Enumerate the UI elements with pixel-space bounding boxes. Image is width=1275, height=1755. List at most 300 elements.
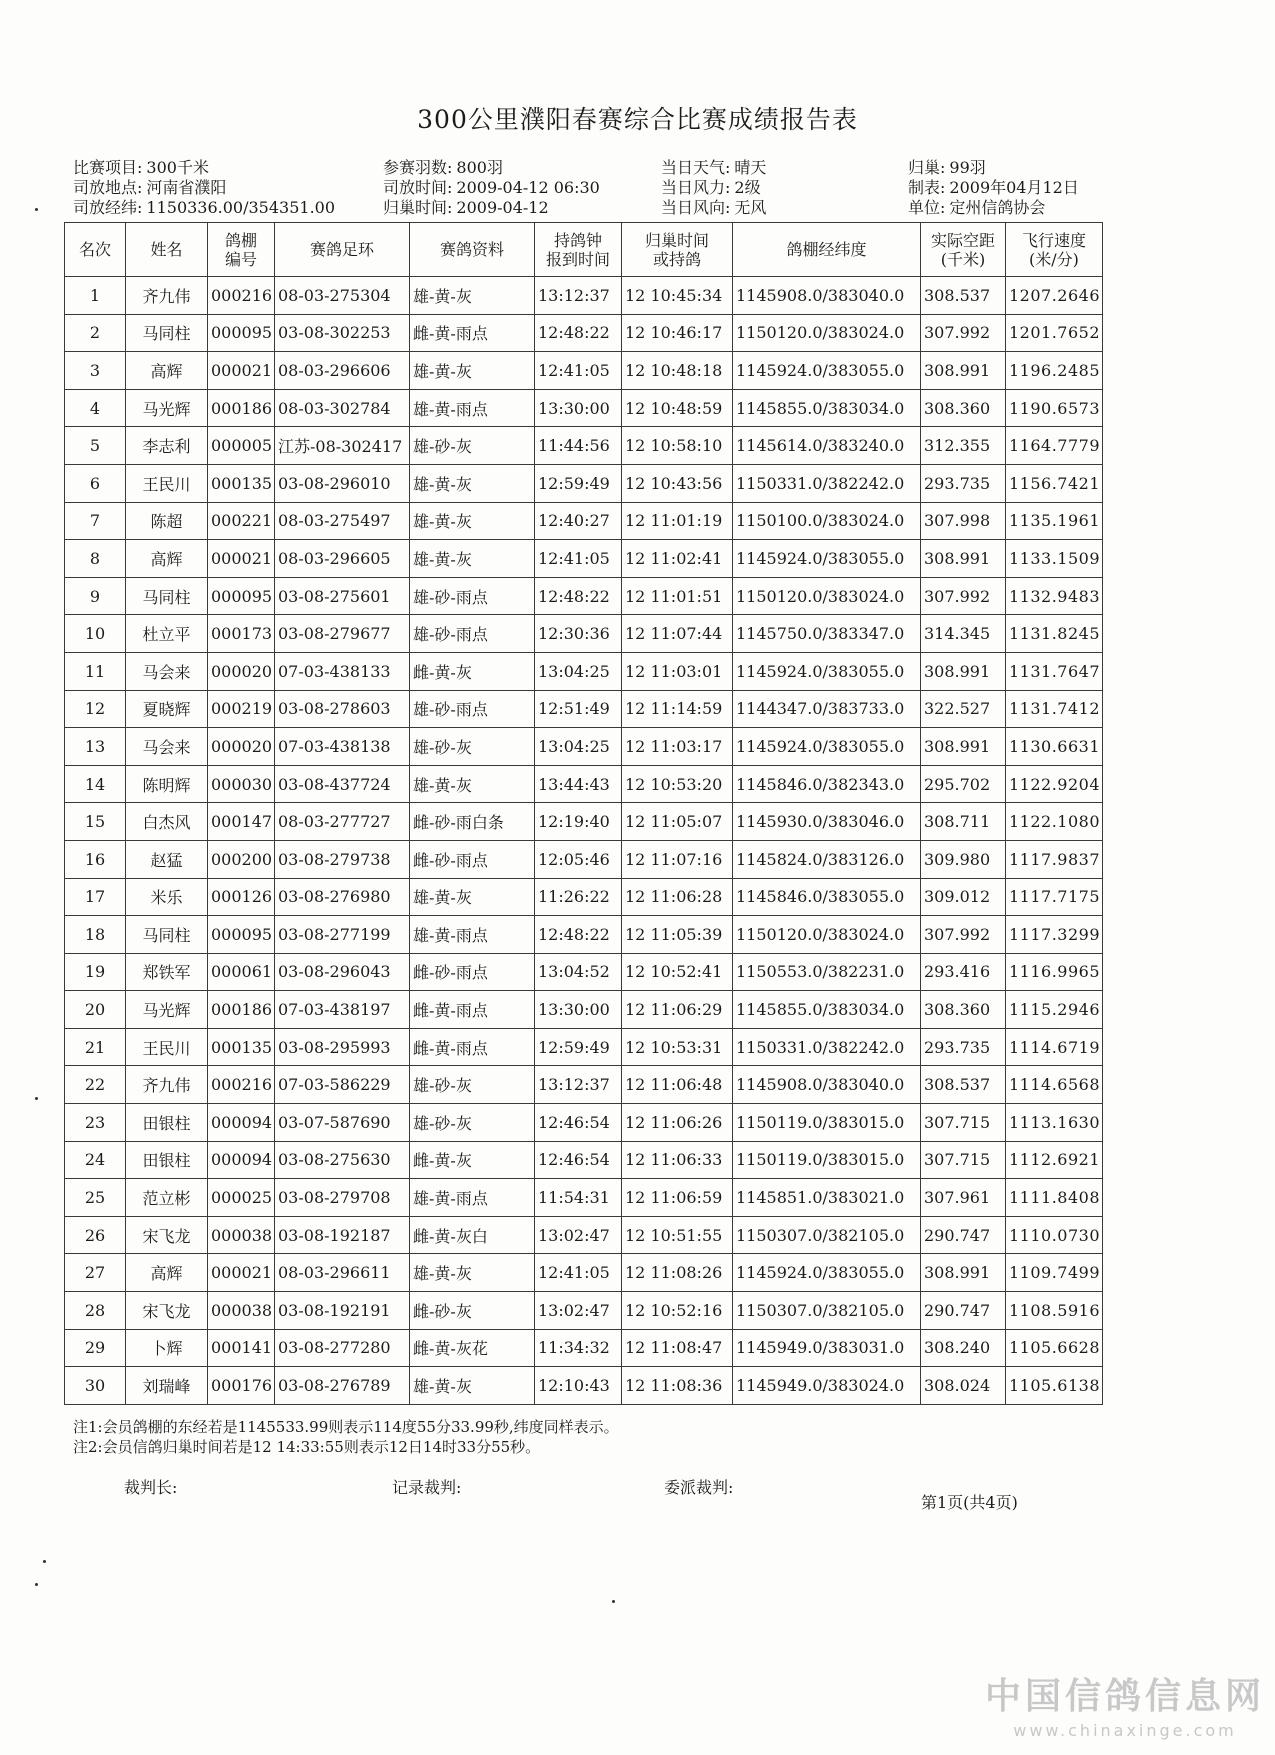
meta-value: 晴天	[734, 158, 767, 177]
cell-speed: 1130.6631	[1006, 728, 1103, 766]
meta-value: 2009-04-12 06:30	[456, 178, 600, 197]
cell-clock-time: 11:44:56	[535, 427, 622, 465]
cell-loft-id: 000200	[208, 840, 275, 878]
table-row	[65, 1179, 1103, 1217]
cell-coords: 1150120.0/383024.0	[733, 577, 921, 615]
cell-loft-id: 000021	[208, 540, 275, 578]
cell-speed: 1190.6573	[1006, 389, 1103, 427]
cell-clock-time: 12:05:46	[535, 840, 622, 878]
cell-ring: 03-08-277199	[275, 916, 410, 954]
cell-rank: 22	[65, 1066, 126, 1104]
cell-rank: 8	[65, 540, 126, 578]
cell-return-time: 12 10:43:56	[622, 464, 733, 502]
cell-rank: 21	[65, 1028, 126, 1066]
cell-speed: 1112.6921	[1006, 1141, 1103, 1179]
meta-label: 司放地点:	[73, 178, 143, 197]
cell-rank: 27	[65, 1254, 126, 1292]
meta-value: 2009-04-12	[456, 198, 549, 217]
watermark-text: 中国信鸽信息网	[985, 1676, 1266, 1717]
col-rank: 名次	[65, 223, 126, 277]
cell-return-time: 12 10:48:18	[622, 352, 733, 390]
cell-coords: 1150119.0/383015.0	[733, 1141, 921, 1179]
cell-distance: 308.991	[921, 540, 1006, 578]
cell-loft-id: 000005	[208, 427, 275, 465]
cell-rank: 11	[65, 652, 126, 690]
cell-clock-time: 12:41:05	[535, 352, 622, 390]
cell-rank: 9	[65, 577, 126, 615]
meta-unit	[908, 198, 1045, 218]
col-return-time: 归巢时间 或持鸽	[622, 223, 733, 277]
cell-loft-id: 000095	[208, 916, 275, 954]
cell-ring: 03-08-277280	[275, 1329, 410, 1367]
table-row	[65, 1254, 1103, 1292]
scan-speck	[35, 1583, 38, 1586]
cell-pigeon-info: 雄-黄-灰	[410, 352, 535, 390]
cell-distance: 290.747	[921, 1292, 1006, 1330]
cell-return-time: 12 11:01:19	[622, 502, 733, 540]
cell-distance: 307.715	[921, 1104, 1006, 1142]
cell-clock-time: 13:30:00	[535, 389, 622, 427]
cell-distance: 309.012	[921, 878, 1006, 916]
meta-value: 定州信鸽协会	[949, 198, 1046, 217]
cell-coords: 1150120.0/383024.0	[733, 314, 921, 352]
cell-coords: 1145846.0/382343.0	[733, 765, 921, 803]
table-row	[65, 1367, 1103, 1405]
results-table	[64, 222, 1103, 1405]
cell-return-time: 12 11:06:29	[622, 991, 733, 1029]
cell-loft-id: 000173	[208, 615, 275, 653]
cell-distance: 295.702	[921, 765, 1006, 803]
cell-loft-id: 000025	[208, 1179, 275, 1217]
cell-clock-time: 11:54:31	[535, 1179, 622, 1217]
cell-ring: 03-08-192191	[275, 1292, 410, 1330]
cell-distance: 308.240	[921, 1329, 1006, 1367]
meta-value: 800羽	[456, 158, 503, 177]
cell-speed: 1117.9837	[1006, 840, 1103, 878]
cell-loft-id: 000020	[208, 728, 275, 766]
cell-return-time: 12 11:14:59	[622, 690, 733, 728]
cell-ring: 08-03-277727	[275, 803, 410, 841]
cell-pigeon-info: 雌-黄-灰白	[410, 1216, 535, 1254]
cell-return-time: 12 11:06:33	[622, 1141, 733, 1179]
cell-ring: 03-08-275630	[275, 1141, 410, 1179]
cell-loft-id: 000186	[208, 991, 275, 1029]
cell-pigeon-info: 雌-黄-灰	[410, 652, 535, 690]
table-row	[65, 502, 1103, 540]
cell-speed: 1156.7421	[1006, 464, 1103, 502]
cell-ring: 03-07-587690	[275, 1104, 410, 1142]
cell-return-time: 12 10:46:17	[622, 314, 733, 352]
meta-race-item	[73, 158, 209, 178]
cell-rank: 28	[65, 1292, 126, 1330]
cell-rank: 4	[65, 389, 126, 427]
cell-return-time: 12 11:08:47	[622, 1329, 733, 1367]
cell-return-time: 12 10:58:10	[622, 427, 733, 465]
cell-return-time: 12 11:05:39	[622, 916, 733, 954]
cell-return-time: 12 11:07:44	[622, 615, 733, 653]
cell-speed: 1133.1509	[1006, 540, 1103, 578]
cell-return-time: 12 11:02:41	[622, 540, 733, 578]
table-row	[65, 389, 1103, 427]
cell-return-time: 12 10:53:20	[622, 765, 733, 803]
table-row	[65, 540, 1103, 578]
cell-name: 宋飞龙	[126, 1216, 208, 1254]
table-row	[65, 690, 1103, 728]
cell-distance: 308.024	[921, 1367, 1006, 1405]
cell-ring: 08-03-275497	[275, 502, 410, 540]
meta-label: 制表:	[908, 178, 946, 197]
meta-label: 归巢:	[908, 158, 946, 177]
meta-label: 当日风力:	[661, 178, 731, 197]
cell-loft-id: 000094	[208, 1104, 275, 1142]
cell-coords: 1150553.0/382231.0	[733, 953, 921, 991]
cell-loft-id: 000176	[208, 1367, 275, 1405]
meta-returned	[908, 158, 986, 178]
table-row	[65, 916, 1103, 954]
cell-clock-time: 12:59:49	[535, 1028, 622, 1066]
cell-distance: 308.991	[921, 728, 1006, 766]
cell-clock-time: 12:40:27	[535, 502, 622, 540]
table-row	[65, 1141, 1103, 1179]
cell-clock-time: 13:30:00	[535, 991, 622, 1029]
cell-loft-id: 000219	[208, 690, 275, 728]
cell-rank: 19	[65, 953, 126, 991]
cell-distance: 307.992	[921, 314, 1006, 352]
cell-return-time: 12 11:07:16	[622, 840, 733, 878]
cell-clock-time: 12:41:05	[535, 1254, 622, 1292]
cell-distance: 308.360	[921, 389, 1006, 427]
cell-ring: 08-03-302784	[275, 389, 410, 427]
cell-clock-time: 12:19:40	[535, 803, 622, 841]
cell-return-time: 12 10:51:55	[622, 1216, 733, 1254]
cell-distance: 308.991	[921, 352, 1006, 390]
meta-label: 当日天气:	[661, 158, 731, 177]
cell-pigeon-info: 雄-黄-灰	[410, 277, 535, 315]
meta-value: 无风	[734, 198, 767, 217]
cell-speed: 1111.8408	[1006, 1179, 1103, 1217]
cell-pigeon-info: 雄-砂-雨点	[410, 577, 535, 615]
cell-speed: 1109.7499	[1006, 1254, 1103, 1292]
cell-speed: 1132.9483	[1006, 577, 1103, 615]
cell-name: 马同柱	[126, 577, 208, 615]
col-coords: 鸽棚经纬度	[733, 223, 921, 277]
cell-speed: 1131.8245	[1006, 615, 1103, 653]
cell-loft-id: 000216	[208, 277, 275, 315]
cell-speed: 1105.6628	[1006, 1329, 1103, 1367]
cell-distance: 293.416	[921, 953, 1006, 991]
cell-coords: 1150119.0/383015.0	[733, 1104, 921, 1142]
cell-pigeon-info: 雌-砂-雨点	[410, 953, 535, 991]
cell-ring: 08-03-296606	[275, 352, 410, 390]
cell-coords: 1145930.0/383046.0	[733, 803, 921, 841]
meta-label: 比赛项目:	[73, 158, 143, 177]
cell-rank: 15	[65, 803, 126, 841]
col-loft-id: 鸽棚 编号	[208, 223, 275, 277]
cell-coords: 1145908.0/383040.0	[733, 1066, 921, 1104]
table-row	[65, 652, 1103, 690]
cell-name: 陈明辉	[126, 765, 208, 803]
cell-loft-id: 000021	[208, 1254, 275, 1292]
cell-return-time: 12 11:03:01	[622, 652, 733, 690]
cell-name: 郑铁军	[126, 953, 208, 991]
table-row	[65, 1066, 1103, 1104]
cell-return-time: 12 11:03:17	[622, 728, 733, 766]
cell-name: 卜辉	[126, 1329, 208, 1367]
cell-rank: 18	[65, 916, 126, 954]
table-row	[65, 615, 1103, 653]
table-row	[65, 1292, 1103, 1330]
cell-pigeon-info: 雄-黄-灰	[410, 878, 535, 916]
cell-loft-id: 000020	[208, 652, 275, 690]
cell-clock-time: 12:10:43	[535, 1367, 622, 1405]
cell-coords: 1145949.0/383024.0	[733, 1367, 921, 1405]
cell-coords: 1145824.0/383126.0	[733, 840, 921, 878]
cell-name: 宋飞龙	[126, 1292, 208, 1330]
cell-pigeon-info: 雌-黄-雨点	[410, 1028, 535, 1066]
cell-name: 杜立平	[126, 615, 208, 653]
cell-loft-id: 000095	[208, 314, 275, 352]
cell-speed: 1108.5916	[1006, 1292, 1103, 1330]
cell-rank: 6	[65, 464, 126, 502]
cell-clock-time: 13:12:37	[535, 277, 622, 315]
cell-clock-time: 12:30:36	[535, 615, 622, 653]
cell-pigeon-info: 雌-黄-灰	[410, 1141, 535, 1179]
cell-rank: 25	[65, 1179, 126, 1217]
cell-return-time: 12 10:53:31	[622, 1028, 733, 1066]
cell-coords: 1145924.0/383055.0	[733, 352, 921, 390]
cell-rank: 20	[65, 991, 126, 1029]
table-row	[65, 840, 1103, 878]
cell-clock-time: 13:04:25	[535, 652, 622, 690]
cell-coords: 1145924.0/383055.0	[733, 1254, 921, 1292]
cell-clock-time: 13:02:47	[535, 1292, 622, 1330]
cell-loft-id: 000021	[208, 352, 275, 390]
cell-ring: 07-03-586229	[275, 1066, 410, 1104]
cell-pigeon-info: 雌-黄-灰花	[410, 1329, 535, 1367]
cell-ring: 03-08-279708	[275, 1179, 410, 1217]
cell-ring: 08-03-275304	[275, 277, 410, 315]
cell-name: 马会来	[126, 728, 208, 766]
meta-value: 300千米	[146, 158, 209, 177]
cell-ring: 03-08-192187	[275, 1216, 410, 1254]
cell-return-time: 12 11:06:26	[622, 1104, 733, 1142]
meta-release-time	[383, 178, 600, 198]
cell-rank: 2	[65, 314, 126, 352]
cell-clock-time: 12:41:05	[535, 540, 622, 578]
cell-name: 田银柱	[126, 1104, 208, 1142]
table-row	[65, 427, 1103, 465]
cell-ring: 07-03-438138	[275, 728, 410, 766]
cell-clock-time: 12:48:22	[535, 916, 622, 954]
cell-return-time: 12 11:06:28	[622, 878, 733, 916]
col-speed: 飞行速度 (米/分)	[1006, 223, 1103, 277]
cell-speed: 1164.7779	[1006, 427, 1103, 465]
cell-distance: 308.537	[921, 1066, 1006, 1104]
cell-ring: 03-08-296043	[275, 953, 410, 991]
cell-distance: 293.735	[921, 464, 1006, 502]
cell-coords: 1150307.0/382105.0	[733, 1216, 921, 1254]
cell-coords: 1145908.0/383040.0	[733, 277, 921, 315]
cell-name: 高辉	[126, 352, 208, 390]
cell-name: 齐九伟	[126, 1066, 208, 1104]
cell-name: 陈超	[126, 502, 208, 540]
table-row	[65, 991, 1103, 1029]
cell-ring: 07-03-438197	[275, 991, 410, 1029]
cell-distance: 309.980	[921, 840, 1006, 878]
meta-label: 司放经纬:	[73, 198, 143, 217]
cell-speed: 1114.6719	[1006, 1028, 1103, 1066]
cell-coords: 1145851.0/383021.0	[733, 1179, 921, 1217]
footnotes	[73, 1417, 619, 1457]
cell-coords: 1145614.0/383240.0	[733, 427, 921, 465]
cell-pigeon-info: 雄-砂-雨点	[410, 615, 535, 653]
cell-pigeon-info: 雌-黄-雨点	[410, 991, 535, 1029]
cell-ring: 08-03-296611	[275, 1254, 410, 1292]
cell-distance: 308.360	[921, 991, 1006, 1029]
cell-rank: 13	[65, 728, 126, 766]
cell-ring: 03-08-437724	[275, 765, 410, 803]
cell-loft-id: 000135	[208, 464, 275, 502]
meta-label: 司放时间:	[383, 178, 453, 197]
cell-name: 马光辉	[126, 991, 208, 1029]
cell-distance: 308.991	[921, 652, 1006, 690]
table-row	[65, 352, 1103, 390]
meta-release-coords	[73, 198, 335, 218]
cell-clock-time: 13:04:25	[535, 728, 622, 766]
cell-speed: 1131.7412	[1006, 690, 1103, 728]
col-pigeon-info: 赛鸽资料	[410, 223, 535, 277]
cell-return-time: 12 11:06:48	[622, 1066, 733, 1104]
cell-clock-time: 13:02:47	[535, 1216, 622, 1254]
cell-ring: 03-08-302253	[275, 314, 410, 352]
page-number: 第1页(共4页)	[921, 1493, 1018, 1512]
cell-distance: 308.991	[921, 1254, 1006, 1292]
footnote-1: 注1:会员鸽棚的东经若是1145533.99则表示114度55分33.99秒,纬度同样表示。	[73, 1418, 619, 1436]
cell-clock-time: 13:04:52	[535, 953, 622, 991]
meta-label: 归巢时间:	[383, 198, 453, 217]
cell-loft-id: 000141	[208, 1329, 275, 1367]
meta-made	[908, 178, 1079, 198]
cell-coords: 1145855.0/383034.0	[733, 389, 921, 427]
table-row	[65, 878, 1103, 916]
cell-return-time: 12 11:05:07	[622, 803, 733, 841]
scan-speck	[35, 1097, 38, 1100]
cell-name: 马同柱	[126, 314, 208, 352]
table-row	[65, 464, 1103, 502]
cell-rank: 12	[65, 690, 126, 728]
cell-distance: 307.992	[921, 577, 1006, 615]
cell-distance: 307.715	[921, 1141, 1006, 1179]
cell-name: 高辉	[126, 540, 208, 578]
cell-ring: 03-08-279738	[275, 840, 410, 878]
cell-ring: 03-08-276789	[275, 1367, 410, 1405]
cell-name: 夏晓辉	[126, 690, 208, 728]
cell-coords: 1150331.0/382242.0	[733, 464, 921, 502]
watermark	[985, 1668, 1265, 1740]
cell-pigeon-info: 雄-黄-雨点	[410, 389, 535, 427]
cell-coords: 1145924.0/383055.0	[733, 652, 921, 690]
scan-speck	[612, 1600, 615, 1603]
cell-speed: 1207.2646	[1006, 277, 1103, 315]
cell-rank: 16	[65, 840, 126, 878]
cell-pigeon-info: 雄-砂-灰	[410, 427, 535, 465]
cell-coords: 1150100.0/383024.0	[733, 502, 921, 540]
cell-coords: 1144347.0/383733.0	[733, 690, 921, 728]
cell-return-time: 12 10:52:41	[622, 953, 733, 991]
cell-distance: 293.735	[921, 1028, 1006, 1066]
cell-distance: 307.998	[921, 502, 1006, 540]
meta-wind-direction	[661, 198, 766, 218]
table-row	[65, 953, 1103, 991]
cell-loft-id: 000221	[208, 502, 275, 540]
cell-loft-id: 000038	[208, 1292, 275, 1330]
report-title: 300公里濮阳春赛综合比赛成绩报告表	[417, 105, 858, 134]
cell-pigeon-info: 雄-砂-雨点	[410, 690, 535, 728]
cell-rank: 5	[65, 427, 126, 465]
meta-value: 2009年04月12日	[949, 178, 1079, 197]
cell-coords: 1145750.0/383347.0	[733, 615, 921, 653]
cell-speed: 1135.1961	[1006, 502, 1103, 540]
signature-chief-judge: 裁判长:	[124, 1478, 178, 1497]
cell-pigeon-info: 雌-黄-雨点	[410, 314, 535, 352]
meta-entries	[383, 158, 503, 178]
signature-delegate-judge: 委派裁判:	[664, 1478, 734, 1497]
cell-return-time: 12 11:08:26	[622, 1254, 733, 1292]
cell-ring: 03-08-275601	[275, 577, 410, 615]
cell-coords: 1145924.0/383055.0	[733, 540, 921, 578]
col-ring: 赛鸽足环	[275, 223, 410, 277]
cell-clock-time: 12:51:49	[535, 690, 622, 728]
table-row	[65, 728, 1103, 766]
cell-loft-id: 000186	[208, 389, 275, 427]
table-header-row	[65, 223, 1103, 277]
footnote-2: 注2:会员信鸽归巢时间若是12 14:33:55则表示12日14时33分55秒。	[73, 1438, 541, 1456]
cell-pigeon-info: 雄-砂-灰	[410, 1104, 535, 1142]
table-row	[65, 803, 1103, 841]
cell-speed: 1115.2946	[1006, 991, 1103, 1029]
cell-speed: 1113.1630	[1006, 1104, 1103, 1142]
cell-return-time: 12 11:08:36	[622, 1367, 733, 1405]
cell-name: 刘瑞峰	[126, 1367, 208, 1405]
watermark-url: www.chinaxinge.com	[1013, 1721, 1237, 1740]
cell-speed: 1114.6568	[1006, 1066, 1103, 1104]
cell-pigeon-info: 雄-黄-灰	[410, 540, 535, 578]
table-row	[65, 1329, 1103, 1367]
meta-return-time	[383, 198, 549, 218]
cell-clock-time: 12:46:54	[535, 1104, 622, 1142]
cell-ring: 08-03-296605	[275, 540, 410, 578]
meta-value: 1150336.00/354351.00	[146, 198, 336, 217]
cell-pigeon-info: 雄-黄-灰	[410, 502, 535, 540]
cell-return-time: 12 11:01:51	[622, 577, 733, 615]
cell-clock-time: 12:46:54	[535, 1141, 622, 1179]
cell-ring: 03-08-295993	[275, 1028, 410, 1066]
cell-coords: 1150307.0/382105.0	[733, 1292, 921, 1330]
cell-distance: 307.992	[921, 916, 1006, 954]
col-distance: 实际空距 (千米)	[921, 223, 1006, 277]
cell-pigeon-info: 雄-黄-雨点	[410, 916, 535, 954]
cell-ring: 07-03-438133	[275, 652, 410, 690]
cell-distance: 312.355	[921, 427, 1006, 465]
meta-value: 2级	[734, 178, 761, 197]
cell-pigeon-info: 雄-黄-雨点	[410, 1179, 535, 1217]
cell-name: 白杰风	[126, 803, 208, 841]
cell-rank: 1	[65, 277, 126, 315]
cell-coords: 1150331.0/382242.0	[733, 1028, 921, 1066]
cell-ring: 03-08-278603	[275, 690, 410, 728]
cell-speed: 1201.7652	[1006, 314, 1103, 352]
cell-rank: 26	[65, 1216, 126, 1254]
